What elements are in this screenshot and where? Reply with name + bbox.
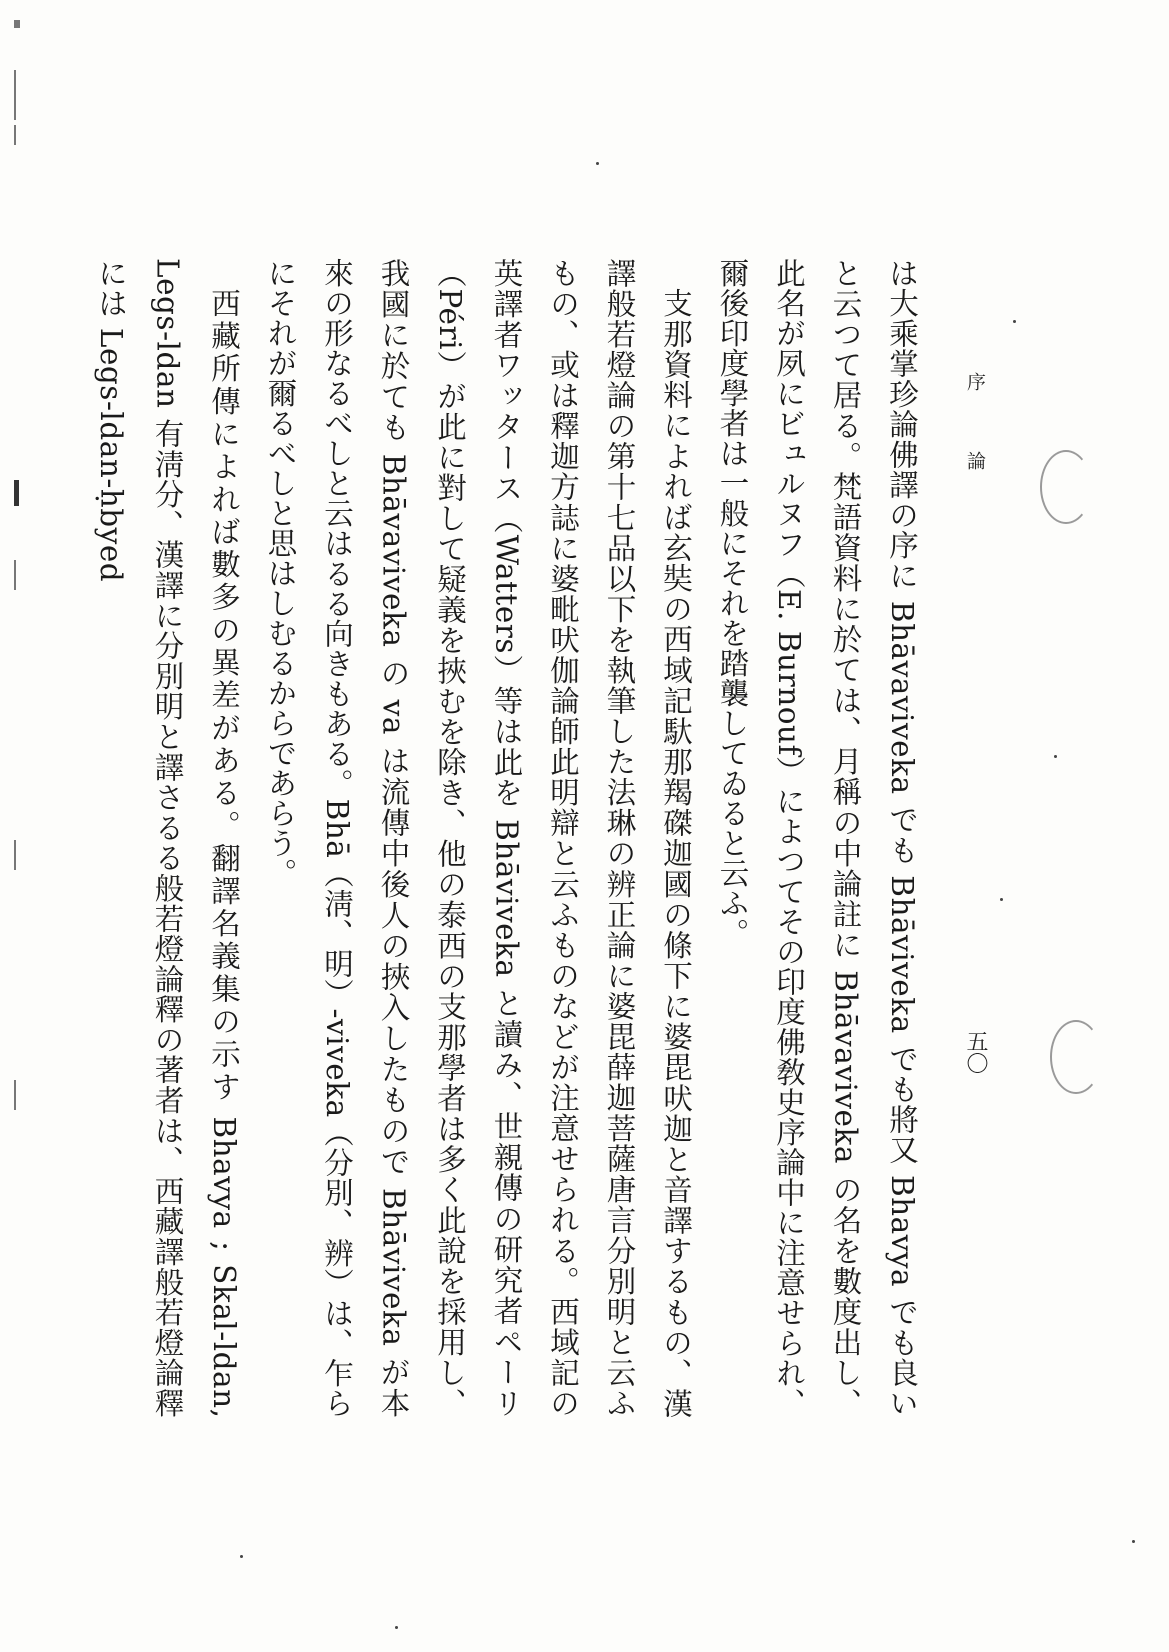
scan-dot [1000, 898, 1003, 901]
scan-mark [14, 560, 16, 590]
paragraph-3: 西藏所傳によれば數多の異差がある。翻譯名義集の示す Bhavya ; Skal-ldan, Legs-ldan 有淸分、漢譯に分別明と譯さるる般若燈論釋の著者は、西藏譯般若燈論釋には Legs-ldan-ḥbyed [94, 258, 241, 1418]
scan-dot [1054, 755, 1057, 758]
scan-mark [14, 20, 20, 28]
scan-dot [1013, 320, 1016, 323]
scan-arc [1040, 450, 1092, 524]
page-number: 五〇 [963, 1030, 988, 1074]
scan-dot [596, 162, 599, 165]
scan-dot [1132, 1540, 1135, 1543]
paragraph-2: 支那資料によれば玄奘の西域記馱那羯磔迦國の條下に婆毘吠迦と音譯するもの、漢譯般若燈論の第十七品以下を執筆した法琳の辨正論に婆毘薛迦菩薩唐言分別明と云ふもの、或は釋迦方誌に婆毗吠伽論師此明辯と云ふものなどが注意せられる。西域記の英譯者ワッタース（Watters）等は此を Bhāviveka と讀み、世親傳の研究者ペーリ（Péri）が此に對して疑義を挾むを除き、他の泰西の支那學者は多く此說を採用し、我國に於ても Bhāvaviveka の va は流傳中後人の挾入したもので Bhāviveka が本來の形なるべしと云はるる向きもある。Bhā（淸、明）-viveka（分別、辨）は、乍らにそれが爾るべしと思はしむるからであらう。 [263, 258, 693, 1418]
scan-mark [14, 1080, 16, 1110]
scan-arc [1050, 1020, 1102, 1094]
body-text [94, 258, 930, 1418]
scan-mark [14, 70, 16, 120]
scan-mark [14, 840, 16, 870]
scan-mark [14, 125, 16, 145]
scan-dot [395, 1626, 398, 1629]
scan-mark [14, 480, 19, 506]
paragraph-1: は大乘掌珍論佛譯の序に Bhāvaviveka でも Bhāviveka でも將又 Bhavya でも良いと云つて居る。梵語資料に於ては、月稱の中論註に Bhāvaviveka の名を數度出し、此名が夙にビュルヌフ（E. Burnouf）によつてその印度佛敎史序論中に注意せられ、爾後印度學者は一般にそれを踏襲してゐると云ふ。 [715, 258, 919, 1418]
running-head: 序論 [964, 372, 986, 530]
scan-dot [240, 1555, 243, 1558]
